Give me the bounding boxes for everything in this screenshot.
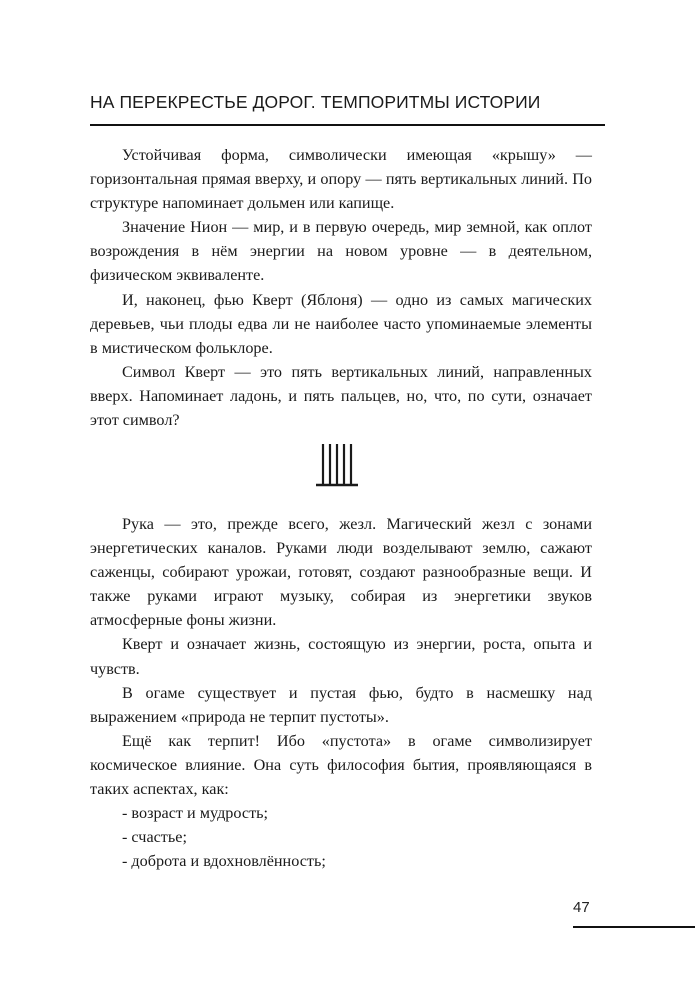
text-block-bottom <box>90 512 592 873</box>
list-item: - возраст и мудрость; <box>122 804 269 823</box>
paragraph: В огаме существует и пустая фью, будто в насмешку над выражением «природа не терпит пустоты». <box>90 683 592 726</box>
list-item: - доброта и вдохновлённость; <box>122 852 326 871</box>
list-item: - счастье; <box>122 828 187 847</box>
paragraph: Ещё как терпит! Ибо «пустота» в огаме символизирует космическое влияние. Она суть философия бытия, проявляющаяся в таких аспектах, как: <box>90 731 592 799</box>
ogham-quert-symbol-icon <box>316 444 358 491</box>
paragraph: Символ Кверт — это пять вертикальных линий, направленных вверх. Напоминает ладонь, и пять пальцев, но, что, по сути, означает этот символ? <box>90 362 592 430</box>
paragraph: Кверт и означает жизнь, состоящую из энергии, роста, опыта и чувств. <box>90 635 592 678</box>
footer-rule <box>573 926 695 928</box>
page-number: 47 <box>573 899 590 916</box>
paragraph: Устойчивая форма, символически имеющая «крышу» — горизонтальная прямая вверху, и опору — пять вертикальных линий. По структуре напоминает дольмен или капище. <box>90 146 592 213</box>
running-header: НА ПЕРЕКРЕСТЬЕ ДОРОГ. ТЕМПОРИТМЫ ИСТОРИИ <box>90 92 541 112</box>
paragraph: Рука — это, прежде всего, жезл. Магический жезл с зонами энергетических каналов. Руками люди возделывают землю, сажают саженцы, собирают урожаи, готовят, создают разнообразные вещи. И также руками играют музыку, собирая из энергетики звуков атмосферные фоны жизни. <box>90 515 592 630</box>
paragraph: И, наконец, фью Кверт (Яблоня) — одно из самых магических деревьев, чьи плоды едва ли не наиболее часто упоминаемые элементы в мистическом фольклоре. <box>90 290 592 357</box>
text-block-top <box>90 143 592 432</box>
paragraph: Значение Нион — мир, и в первую очередь, мир земной, как оплот возрождения в нём энергии на новом уровне — в деятельном, физическом эквиваленте. <box>90 218 592 285</box>
header-rule <box>90 124 605 126</box>
